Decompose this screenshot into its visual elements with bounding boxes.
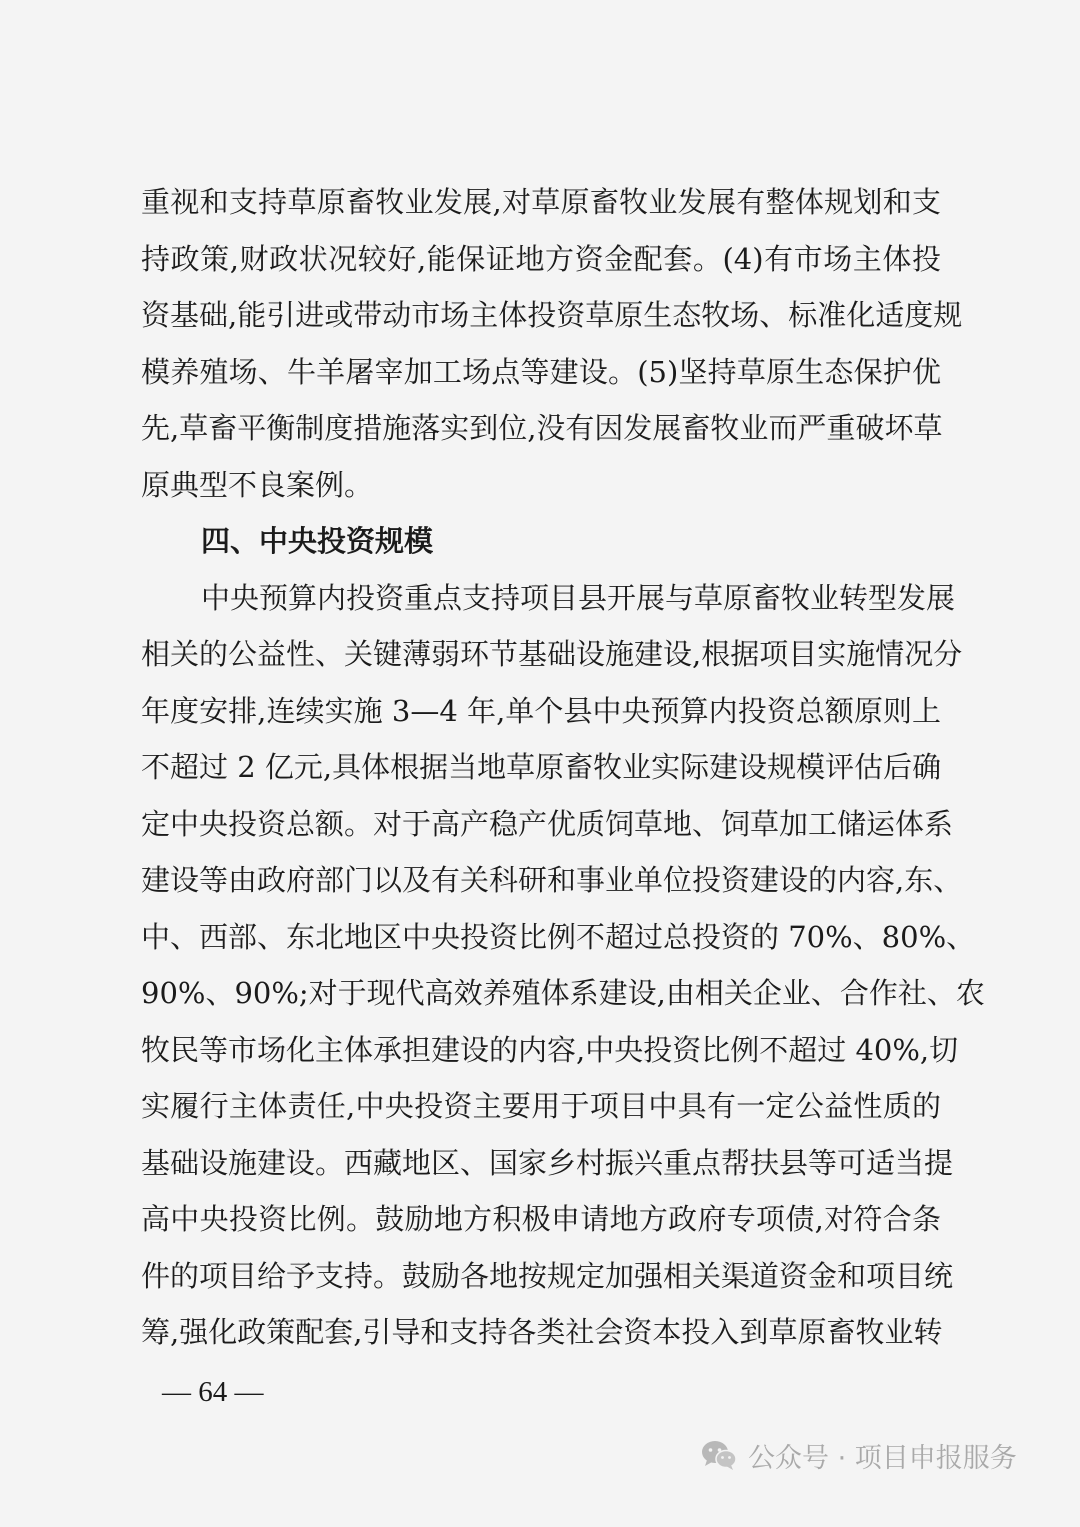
text-line: 中、西部、东北地区中央投资比例不超过总投资的 70%、80%、 xyxy=(141,919,976,954)
text-line: 资基础,能引进或带动市场主体投资草原生态牧场、标准化适度规 xyxy=(141,298,963,332)
text-line: 中央预算内投资重点支持项目县开展与草原畜牧业转型发展 xyxy=(201,580,956,615)
body-text xyxy=(141,174,985,1361)
text-line: 基础设施建设。西藏地区、国家乡村振兴重点帮扶县等可适当提 xyxy=(141,1145,954,1180)
watermark xyxy=(700,1430,1017,1480)
page-number: — 64 — xyxy=(162,1376,264,1408)
text-line: 持政策,财政状况较好,能保证地方资金配套。(4)有市场主体投 xyxy=(141,241,941,276)
wechat-icon xyxy=(700,1439,738,1471)
text-line: 重视和支持草原畜牧业发展,对草原畜牧业发展有整体规划和支 xyxy=(141,185,941,219)
text-line: 实履行主体责任,中央投资主要用于项目中具有一定公益性质的 xyxy=(141,1089,941,1123)
watermark-text: 公众号 · 项目申报服务 xyxy=(748,1442,1017,1474)
text-line: 相关的公益性、关键薄弱环节基础设施建设,根据项目实施情况分 xyxy=(141,637,963,671)
text-line: 牧民等市场化主体承担建设的内容,中央投资比例不超过 40%,切 xyxy=(141,1032,959,1067)
text-line: 建设等由政府部门以及有关科研和事业单位投资建设的内容,东、 xyxy=(141,863,963,897)
text-line: 90%、90%;对于现代高效养殖体系建设,由相关企业、合作社、农 xyxy=(141,976,985,1010)
section-heading: 四、中央投资规模 xyxy=(201,524,434,558)
text-line: 不超过 2 亿元,具体根据当地草原畜牧业实际建设规模评估后确 xyxy=(141,750,942,784)
text-line: 原典型不良案例。 xyxy=(141,467,374,502)
text-line: 高中央投资比例。鼓励地方积极申请地方政府专项债,对符合条 xyxy=(141,1202,941,1236)
text-line: 件的项目给予支持。鼓励各地按规定加强相关渠道资金和项目统 xyxy=(141,1258,954,1293)
text-line: 模养殖场、牛羊屠宰加工场点等建设。(5)坚持草原生态保护优 xyxy=(141,354,941,389)
text-line: 年度安排,连续实施 3—4 年,单个县中央预算内投资总额原则上 xyxy=(141,693,941,728)
text-line: 筹,强化政策配套,引导和支持各类社会资本投入到草原畜牧业转 xyxy=(141,1315,943,1349)
text-line: 定中央投资总额。对于高产稳产优质饲草地、饲草加工储运体系 xyxy=(141,806,954,841)
text-line: 先,草畜平衡制度措施落实到位,没有因发展畜牧业而严重破坏草 xyxy=(141,411,943,445)
